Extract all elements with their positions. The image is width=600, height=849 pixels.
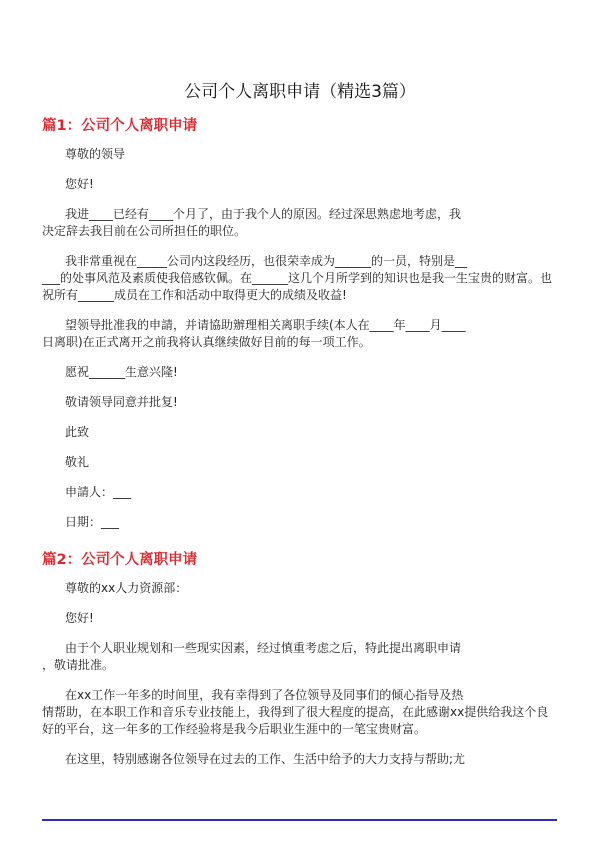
paragraph-line: 在xx工作一年多的时间里，我有幸得到了各位领导及同事们的倾心指导及热 — [65, 688, 464, 702]
section-heading: 篇2：公司个人离职申请 — [42, 552, 198, 568]
paragraph-line: 祝所有______成员在工作和活动中取得更大的成绩及收益! — [42, 288, 347, 302]
paragraph-line: 在这里，特别感谢各位领导在过去的工作、生活中给予的大力支持与帮助;尤 — [65, 752, 466, 766]
paragraph — [42, 206, 562, 240]
paragraph — [42, 176, 562, 193]
section-heading: 篇1：公司个人离职申请 — [42, 118, 198, 134]
paragraph — [42, 640, 562, 674]
paragraph-line: 愿祝______生意兴隆! — [65, 365, 178, 379]
paragraph-line: 您好! — [65, 611, 94, 625]
paragraph-line: 我非常重视在_____公司内这段经历，也很荣幸成为______的一员，特别是__ — [65, 254, 468, 268]
paragraph — [42, 610, 562, 627]
paragraph-line: 敬请领导同意并批复! — [65, 395, 178, 409]
paragraph-line: 情帮助，在本职工作和音乐专业技能上，我得到了很大程度的提高，在此感谢xx提供给我这个良 — [42, 705, 549, 719]
paragraph-line: 好的平台，这一年多的工作经验将是我今后职业生涯中的一笔宝贵财富。 — [42, 722, 427, 736]
paragraph — [42, 146, 562, 163]
footer-divider — [42, 819, 557, 821]
paragraph-line: 申請人：___ — [65, 485, 132, 499]
paragraph-line: 您好! — [65, 177, 94, 191]
paragraph — [42, 514, 562, 531]
paragraph — [42, 424, 562, 441]
paragraph — [42, 687, 562, 738]
paragraph — [42, 394, 562, 411]
section-body — [42, 580, 562, 768]
paragraph-line: 由于个人职业规划和一些现实因素，经过慎重考虑之后，特此提出离职申请 — [65, 641, 462, 655]
paragraph — [42, 253, 562, 304]
paragraph-line: 日期：___ — [65, 515, 120, 529]
paragraph — [42, 580, 562, 597]
paragraph-line: 我进____已经有____个月了，由于我个人的原因。经过深思熟虑地考虑，我 — [65, 207, 462, 221]
section-1 — [42, 116, 562, 544]
paragraph-line: 望领导批准我的申請，并请協助辦理相关离职手续(本人在____年____月____ — [65, 318, 466, 332]
paragraph — [42, 364, 562, 381]
paragraph-line: 此致 — [65, 425, 90, 439]
section-body — [42, 146, 562, 531]
paragraph-line: ，敬请批准。 — [42, 658, 115, 672]
document-title: 公司个人离职申请（精选3篇） — [184, 82, 416, 102]
paragraph-line: 尊敬的领导 — [65, 147, 126, 161]
paragraph-line: 日离职)在正式离开之前我将认真继续做好目前的每一项工作。 — [42, 335, 371, 349]
paragraph — [42, 317, 562, 351]
paragraph — [42, 484, 562, 501]
section-2 — [42, 550, 562, 781]
paragraph-line: 决定辞去我目前在公司所担任的职位。 — [42, 224, 247, 238]
paragraph-line: 敬礼 — [65, 455, 90, 469]
paragraph-line: ___的处事风范及素质使我倍感钦佩。在______这几个月所学到的知识也是我一生宝贵的财富。也 — [42, 271, 553, 285]
paragraph — [42, 751, 562, 768]
paragraph-line: 尊敬的xx人力资源部： — [65, 581, 188, 595]
paragraph — [42, 454, 562, 471]
